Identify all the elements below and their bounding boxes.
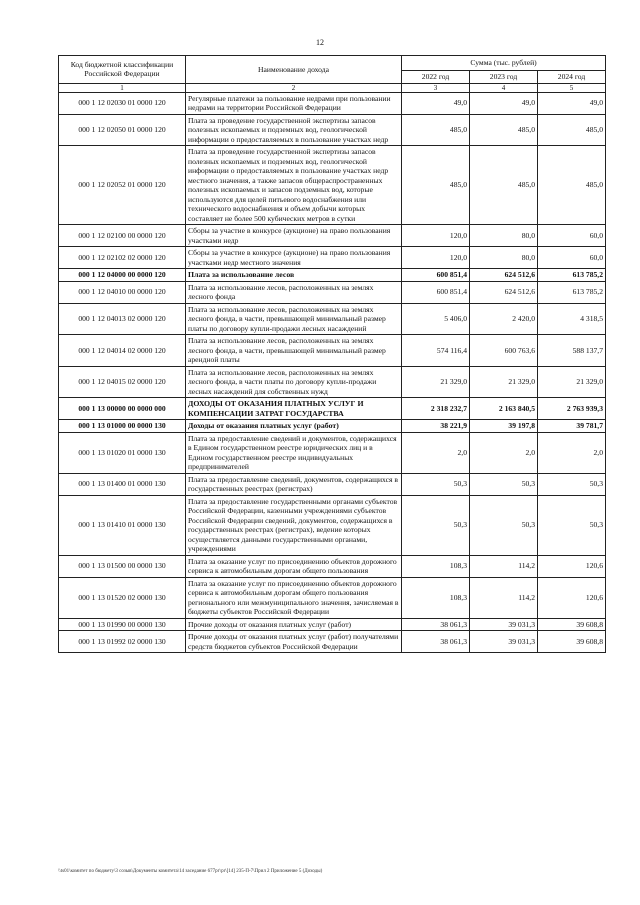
- value-2022-cell: 38 221,9: [402, 420, 470, 433]
- table-row: [59, 303, 606, 335]
- value-2024-cell: 21 329,0: [538, 366, 606, 398]
- revenue-name-cell: Плата за оказание услуг по присоединению объектов дорожного сервиса к автомобильным дорогам общего пользования: [186, 555, 402, 577]
- value-2022-cell: 49,0: [402, 92, 470, 114]
- value-2022-cell: 600 851,4: [402, 281, 470, 303]
- year-2022-header: 2022 год: [402, 71, 470, 84]
- value-2023-cell: 39 031,3: [470, 631, 538, 653]
- budget-code-cell: 000 1 12 04015 02 0000 120: [59, 366, 186, 398]
- value-2024-cell: 613 785,2: [538, 269, 606, 282]
- value-2023-cell: 114,2: [470, 577, 538, 618]
- budget-code-cell: 000 1 13 01500 00 0000 130: [59, 555, 186, 577]
- budget-code-cell: 000 1 12 04013 02 0000 120: [59, 303, 186, 335]
- value-2023-cell: 39 197,8: [470, 420, 538, 433]
- value-2022-cell: 38 061,3: [402, 618, 470, 631]
- year-2024-header: 2024 год: [538, 71, 606, 84]
- budget-code-cell: 000 1 12 02102 02 0000 120: [59, 247, 186, 269]
- value-2024-cell: 50,3: [538, 495, 606, 555]
- value-2022-cell: 485,0: [402, 146, 470, 225]
- value-2024-cell: 485,0: [538, 146, 606, 225]
- revenue-name-cell: Плата за проведение государственной экспертизы запасов полезных ископаемых и подземных вод, геологической информации о предоставляемых в пользование участках недр: [186, 114, 402, 146]
- budget-code-cell: 000 1 12 04000 00 0000 120: [59, 269, 186, 282]
- revenue-table: [58, 55, 606, 653]
- column-number: 5: [538, 83, 606, 92]
- value-2023-cell: 2 420,0: [470, 303, 538, 335]
- value-2023-cell: 624 512,6: [470, 269, 538, 282]
- table-row: [59, 247, 606, 269]
- value-2022-cell: 108,3: [402, 555, 470, 577]
- value-2024-cell: 613 785,2: [538, 281, 606, 303]
- table-row: [59, 473, 606, 495]
- budget-code-cell: 000 1 12 02100 00 0000 120: [59, 225, 186, 247]
- value-2022-cell: 38 061,3: [402, 631, 470, 653]
- budget-code-cell: 000 1 13 01400 01 0000 130: [59, 473, 186, 495]
- value-2022-cell: 574 116,4: [402, 335, 470, 367]
- table-row: [59, 495, 606, 555]
- value-2024-cell: 39 608,8: [538, 618, 606, 631]
- value-2022-cell: 2,0: [402, 432, 470, 473]
- table-row: [59, 631, 606, 653]
- table-row: [59, 269, 606, 282]
- budget-code-cell: 000 1 13 01990 00 0000 130: [59, 618, 186, 631]
- budget-code-cell: 000 1 13 00000 00 0000 000: [59, 398, 186, 420]
- page-number: 12: [316, 38, 324, 47]
- table-row: [59, 366, 606, 398]
- name-column-header: Наименование дохода: [186, 56, 402, 84]
- revenue-name-cell: Плата за использование лесов: [186, 269, 402, 282]
- value-2024-cell: 60,0: [538, 225, 606, 247]
- table-row: [59, 420, 606, 433]
- value-2024-cell: 50,3: [538, 473, 606, 495]
- value-2024-cell: 588 137,7: [538, 335, 606, 367]
- table-row: [59, 398, 606, 420]
- revenue-name-cell: Плата за проведение государственной экспертизы запасов полезных ископаемых и подземных вод, геологической информации о предоставляемых в пользование участках недр местного значения, а также запасов общераспространенных полезных ископаемых и запасов подземных вод, которые используются для целей питьевого водоснабжения или технического водоснабжения и объем добычи которых составляет не более 500 кубических метров в сутки: [186, 146, 402, 225]
- sum-column-header: Сумма (тыс. рублей): [402, 56, 606, 71]
- value-2022-cell: 485,0: [402, 114, 470, 146]
- revenue-name-cell: Прочие доходы от оказания платных услуг (работ): [186, 618, 402, 631]
- value-2024-cell: 39 608,8: [538, 631, 606, 653]
- budget-code-cell: 000 1 12 04010 00 0000 120: [59, 281, 186, 303]
- value-2024-cell: 120,6: [538, 577, 606, 618]
- revenue-name-cell: Прочие доходы от оказания платных услуг (работ) получателями средств бюджетов субъектов Российской Федерации: [186, 631, 402, 653]
- column-number: 3: [402, 83, 470, 92]
- value-2023-cell: 485,0: [470, 146, 538, 225]
- value-2024-cell: 120,6: [538, 555, 606, 577]
- budget-code-cell: 000 1 13 01410 01 0000 130: [59, 495, 186, 555]
- value-2023-cell: 600 763,6: [470, 335, 538, 367]
- value-2024-cell: 485,0: [538, 114, 606, 146]
- value-2022-cell: 108,3: [402, 577, 470, 618]
- table-row: [59, 92, 606, 114]
- budget-code-cell: 000 1 13 01520 02 0000 130: [59, 577, 186, 618]
- budget-code-cell: 000 1 12 02052 01 0000 120: [59, 146, 186, 225]
- value-2024-cell: 39 781,7: [538, 420, 606, 433]
- table-row: [59, 432, 606, 473]
- revenue-name-cell: Плата за предоставление сведений и документов, содержащихся в Едином государственном реестре юридических лиц и в Едином государственном реестре индивидуальных предпринимателей: [186, 432, 402, 473]
- value-2024-cell: 49,0: [538, 92, 606, 114]
- table-row: [59, 281, 606, 303]
- value-2023-cell: 80,0: [470, 225, 538, 247]
- code-column-header: Код бюджетной классификации Российской Федерации: [59, 56, 186, 84]
- value-2023-cell: 2 163 840,5: [470, 398, 538, 420]
- budget-code-cell: 000 1 12 04014 02 0000 120: [59, 335, 186, 367]
- revenue-name-cell: Плата за использование лесов, расположенных на землях лесного фонда, в части платы по договору купли-продажи лесных насаждений для собственных нужд: [186, 366, 402, 398]
- revenue-name-cell: Плата за предоставление сведений, документов, содержащихся в государственных реестрах (регистрах): [186, 473, 402, 495]
- value-2024-cell: 2,0: [538, 432, 606, 473]
- column-number: 2: [186, 83, 402, 92]
- value-2023-cell: 49,0: [470, 92, 538, 114]
- value-2023-cell: 80,0: [470, 247, 538, 269]
- value-2024-cell: 2 763 939,3: [538, 398, 606, 420]
- value-2023-cell: 624 512,6: [470, 281, 538, 303]
- value-2022-cell: 2 318 232,7: [402, 398, 470, 420]
- table-row: [59, 114, 606, 146]
- value-2023-cell: 50,3: [470, 473, 538, 495]
- table-row: [59, 225, 606, 247]
- revenue-name-cell: Плата за использование лесов, расположенных на землях лесного фонда, в части, превышающей минимальный размер арендной платы: [186, 335, 402, 367]
- value-2024-cell: 60,0: [538, 247, 606, 269]
- value-2022-cell: 120,0: [402, 247, 470, 269]
- value-2022-cell: 5 406,0: [402, 303, 470, 335]
- value-2023-cell: 114,2: [470, 555, 538, 577]
- column-number: 4: [470, 83, 538, 92]
- table-body: [59, 92, 606, 653]
- revenue-name-cell: Сборы за участие в конкурсе (аукционе) на право пользования участками недр местного значения: [186, 247, 402, 269]
- value-2022-cell: 50,3: [402, 495, 470, 555]
- value-2023-cell: 2,0: [470, 432, 538, 473]
- table-row: [59, 335, 606, 367]
- value-2023-cell: 39 031,3: [470, 618, 538, 631]
- budget-code-cell: 000 1 12 02050 01 0000 120: [59, 114, 186, 146]
- value-2023-cell: 50,3: [470, 495, 538, 555]
- revenue-name-cell: Плата за оказание услуг по присоединению объектов дорожного сервиса к автомобильным дорогам общего пользования регионального или межмуниципального значения, зачисляемая в бюджеты субъектов Российской Федерации: [186, 577, 402, 618]
- revenue-name-cell: Плата за предоставление государственными органами субъектов Российской Федерации, казенными учреждениями субъектов Российской Федерации сведений, документов, содержащихся в государственных реестрах (регистрах), ведение которых осуществляется данными государственными органами, учреждениями: [186, 495, 402, 555]
- revenue-name-cell: Плата за использование лесов, расположенных на землях лесного фонда, в части, превышающей минимальный размер платы по договору купли-продажи лесных насаждений: [186, 303, 402, 335]
- revenue-name-cell: Доходы от оказания платных услуг (работ): [186, 420, 402, 433]
- table-row: [59, 146, 606, 225]
- revenue-name-cell: Сборы за участие в конкурсе (аукционе) на право пользования участками недр: [186, 225, 402, 247]
- file-path-footer: \\ts01\комитет по бюджету\3 созыв\Документы комитета\14 заседание 677рг\pr\[14] 235-П-7\Прил 2 Приложение 5 (Доходы): [58, 869, 323, 874]
- value-2022-cell: 120,0: [402, 225, 470, 247]
- column-number: 1: [59, 83, 186, 92]
- revenue-name-cell: Плата за использование лесов, расположенных на землях лесного фонда: [186, 281, 402, 303]
- revenue-name-cell: ДОХОДЫ ОТ ОКАЗАНИЯ ПЛАТНЫХ УСЛУГ И КОМПЕНСАЦИИ ЗАТРАТ ГОСУДАРСТВА: [186, 398, 402, 420]
- value-2023-cell: 21 329,0: [470, 366, 538, 398]
- budget-code-cell: 000 1 13 01000 00 0000 130: [59, 420, 186, 433]
- budget-code-cell: 000 1 12 02030 01 0000 120: [59, 92, 186, 114]
- value-2022-cell: 600 851,4: [402, 269, 470, 282]
- table-row: [59, 618, 606, 631]
- value-2024-cell: 4 318,5: [538, 303, 606, 335]
- table-row: [59, 555, 606, 577]
- budget-code-cell: 000 1 13 01020 01 0000 130: [59, 432, 186, 473]
- budget-code-cell: 000 1 13 01992 02 0000 130: [59, 631, 186, 653]
- value-2023-cell: 485,0: [470, 114, 538, 146]
- year-2023-header: 2023 год: [470, 71, 538, 84]
- table-row: [59, 577, 606, 618]
- value-2022-cell: 50,3: [402, 473, 470, 495]
- value-2022-cell: 21 329,0: [402, 366, 470, 398]
- revenue-name-cell: Регулярные платежи за пользование недрами при пользовании недрами на территории Российской Федерации: [186, 92, 402, 114]
